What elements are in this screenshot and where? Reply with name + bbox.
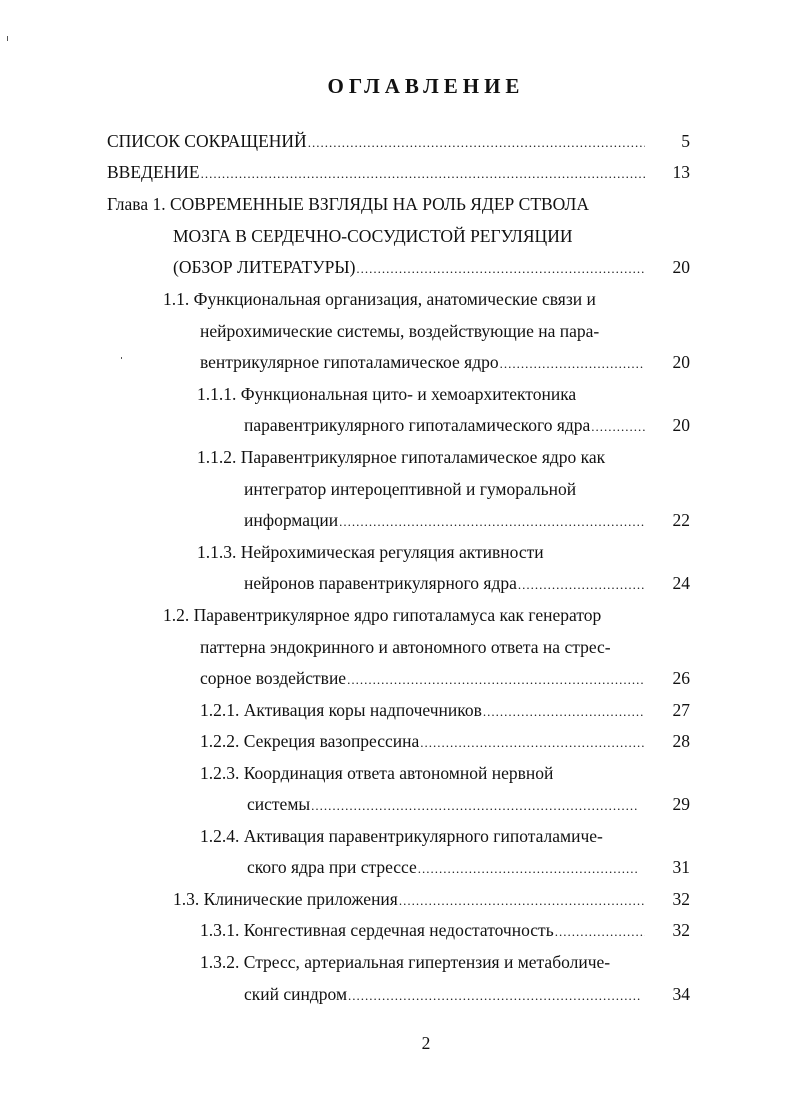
toc-entry-text: ский синдром bbox=[244, 984, 348, 1004]
leader-dots bbox=[348, 985, 642, 1007]
toc-entry-text: нейрохимические системы, воздействующие на пара- bbox=[200, 321, 600, 341]
toc-entry-text: 1.3.1. Конгестивная сердечная недостаточность bbox=[200, 920, 554, 940]
toc-entry-text: СПИСОК СОКРАЩЕНИЙ bbox=[107, 131, 307, 151]
leader-dots bbox=[500, 353, 645, 375]
toc-entry-text: 1.2.4. Активация паравентрикулярного гипоталамиче- bbox=[200, 826, 603, 846]
toc-entry-text: системы bbox=[247, 794, 311, 814]
toc-entry-text: паравентрикулярного гипоталамического ядра bbox=[244, 415, 591, 435]
toc-page-number: 13 bbox=[672, 162, 690, 182]
toc-entry-text: ского ядра при стрессе bbox=[247, 857, 417, 877]
toc-entry-text: 1.1. Функциональная организация, анатомические связи и bbox=[163, 289, 596, 309]
toc-page-number: 20 bbox=[672, 352, 690, 372]
toc-page-number: 22 bbox=[672, 510, 690, 530]
leader-dots bbox=[356, 258, 645, 280]
toc-page-number: 32 bbox=[672, 920, 690, 940]
toc-entry-text: МОЗГА В СЕРДЕЧНО-СОСУДИСТОЙ РЕГУЛЯЦИИ bbox=[173, 226, 573, 246]
leader-dots bbox=[347, 669, 645, 691]
toc-page-number: 24 bbox=[672, 573, 690, 593]
toc-entry-text: вентрикулярное гипоталамическое ядро bbox=[200, 352, 499, 372]
toc-page-number: 32 bbox=[672, 889, 690, 909]
toc-entry-text: ВВЕДЕНИЕ bbox=[107, 162, 200, 182]
leader-dots bbox=[418, 858, 639, 880]
leader-dots bbox=[483, 701, 645, 723]
leader-dots bbox=[399, 890, 645, 912]
toc-entry-text: нейронов паравентрикулярного ядра bbox=[244, 573, 517, 593]
toc-page-number: 29 bbox=[672, 794, 690, 814]
toc-entry-text: 1.1.2. Паравентрикулярное гипоталамическое ядро как bbox=[197, 447, 606, 467]
toc-page-number: 27 bbox=[672, 700, 690, 720]
toc-entry-text: 1.2.2. Секреция вазопрессина bbox=[200, 731, 420, 751]
leader-dots bbox=[420, 732, 645, 754]
toc-entry-text: 1.3.2. Стресс, артериальная гипертензия и метаболиче- bbox=[200, 952, 611, 972]
leader-dots bbox=[518, 574, 645, 596]
toc-page-number: 31 bbox=[672, 857, 690, 877]
toc-page-number: 5 bbox=[681, 131, 690, 151]
toc-entry-text: Глава 1. СОВРЕМЕННЫЕ ВЗГЛЯДЫ НА РОЛЬ ЯДЕР СТВОЛА bbox=[107, 194, 589, 214]
toc-entry-text: паттерна эндокринного и автономного ответа на стрес- bbox=[200, 637, 611, 657]
toc-entry-text: информации bbox=[244, 510, 339, 530]
leader-dots bbox=[201, 163, 645, 185]
scan-speck bbox=[7, 36, 8, 41]
toc-entry-text: 1.2.3. Координация ответа автономной нервной bbox=[200, 763, 554, 783]
page-number: 2 bbox=[421, 1033, 431, 1053]
toc-entry-text: сорное воздействие bbox=[200, 668, 347, 688]
leader-dots bbox=[339, 511, 645, 533]
leader-dots bbox=[555, 921, 645, 943]
toc-entry-text: 1.3. Клинические приложения bbox=[173, 889, 398, 909]
toc-title: ОГЛАВЛЕНИЕ bbox=[327, 74, 525, 98]
toc-entry-text: 1.1.3. Нейрохимическая регуляция активности bbox=[197, 542, 544, 562]
toc-entry-text: 1.2. Паравентрикулярное ядро гипоталамуса как генератор bbox=[163, 605, 602, 625]
toc-page-number: 26 bbox=[672, 668, 690, 688]
scan-speck bbox=[121, 357, 122, 359]
toc-entry-text: 1.1.1. Функциональная цито- и хемоархитектоника bbox=[197, 384, 577, 404]
leader-dots bbox=[308, 132, 645, 154]
toc-page-number: 34 bbox=[672, 984, 690, 1004]
toc-entry-text: интегратор интероцептивной и гуморальной bbox=[244, 479, 577, 499]
toc-page-number: 20 bbox=[672, 257, 690, 277]
toc-page-number: 28 bbox=[672, 731, 690, 751]
leader-dots bbox=[311, 795, 639, 817]
toc-entry-text: (ОБЗОР ЛИТЕРАТУРЫ) bbox=[173, 257, 356, 277]
toc-entry-text: 1.2.1. Активация коры надпочечников bbox=[200, 700, 482, 720]
toc-page-number: 20 bbox=[672, 415, 690, 435]
leader-dots bbox=[591, 416, 645, 438]
